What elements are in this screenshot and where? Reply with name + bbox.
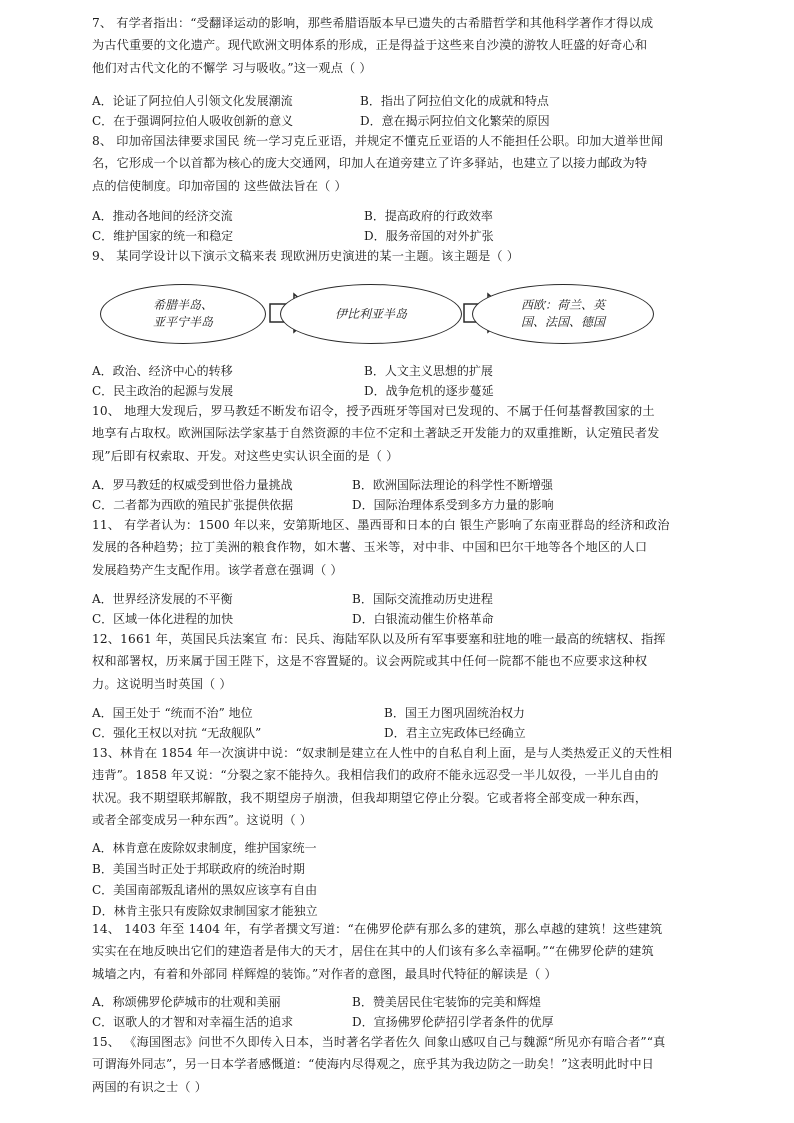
flow-box-line: 国、法国、德国 (520, 315, 605, 329)
q13-option-b: B．美国当时正处于邦联政府的统治时期 (92, 862, 305, 876)
q12-option-c: C．强化王权以对抗 “无敌舰队” (92, 726, 262, 740)
stem-line: 11、 有学者认为：1500 年以来，安第斯地区、墨西哥和日本的白 银生产影响了东南亚群岛的经济和政治 (92, 518, 670, 532)
q14-option-d: D．宣扬佛罗伦萨招引学者条件的优厚 (352, 1015, 554, 1029)
q8-option-c: C．维护国家的统一和稳定 (92, 229, 234, 243)
q11-option-d: D．白银流动催生价格革命 (352, 612, 494, 626)
q10-option-d: D．国际治理体系受到多方力量的影响 (352, 498, 554, 512)
q11-option-c: C．区域一体化进程的加快 (92, 612, 234, 626)
stem-line: 7、 有学者指出：“受翻译运动的影响，那些希腊语版本早已遗失的古希腊哲学和其他科学著作才得以成 (92, 16, 654, 30)
q12-option-d: D．君主立宪政体已经确立 (384, 726, 526, 740)
q11-option-a: A．世界经济发展的不平衡 (92, 592, 233, 606)
flow-box-line: 西欧：荷兰、英 (520, 298, 605, 312)
stem-line: 或者全部变成另一种东西”。这说明（ ） (92, 813, 313, 828)
stem-line: 发展的各种趋势；拉丁美洲的粮食作物，如木薯、玉米等，对中非、中国和巴尔干地等各个地区的人口 (92, 540, 648, 555)
stem-line: 10、 地理大发现后，罗马教廷不断发布诏令，授予西班牙等国对已发现的、不属于任何基督教国家的土 (92, 404, 655, 418)
flow-box-line: 亚平宁半岛 (152, 315, 213, 329)
q12-option-b: B．国王力图巩固统治权力 (384, 706, 525, 720)
stem-line: 发展趋势产生支配作用。该学者意在强调（ ） (92, 562, 343, 577)
stem-line: 可谓海外同志”，另一日本学者感慨道：“使海内尽得观之，庶乎其为我边防之一助矣！”这表明此时中日 (92, 1057, 654, 1072)
q7-option-d: D．意在揭示阿拉伯文化繁荣的原因 (360, 114, 550, 128)
q9-option-a: A．政治、经济中心的转移 (92, 364, 233, 378)
question-13-stem (92, 742, 704, 832)
question-9-stem (92, 245, 704, 267)
stem-line: 两国的有识之士（ ） (92, 1079, 208, 1094)
stem-line: 13、林肯在 1854 年一次演讲中说：“奴隶制是建立在人性中的自私自利上面，是与人类热爱正义的天性相 (92, 746, 673, 760)
stem-line: 为古代重要的文化遗产。现代欧洲文明体系的形成，正是得益于这些来自沙漠的游牧人旺盛的好奇心和 (92, 38, 648, 53)
q8-option-a: A．推动各地间的经济交流 (92, 209, 233, 223)
q7-option-c: C．在于强调阿拉伯人吸收创新的意义 (92, 114, 294, 128)
stem-line: 违背”。1858 年又说：“分裂之家不能持久。我相信我们的政府不能永远忍受一半儿奴役，一半儿自由的 (92, 768, 659, 783)
stem-line: 14、 1403 年至 1404 年，有学者撰文写道：“在佛罗伦萨有那么多的建筑，那么卓越的建筑！这些建筑 (92, 922, 663, 936)
flow-box-iberia (280, 284, 462, 344)
q13-option-d: D．林肯主张只有废除奴隶制国家才能独立 (92, 904, 318, 918)
stem-line: 力。这说明当时英国（ ） (92, 676, 232, 691)
question-10-stem (92, 400, 704, 467)
q14-option-a: A．称颂佛罗伦萨城市的壮观和美丽 (92, 995, 281, 1009)
stem-line: 15、 《海国图志》问世不久即传入日本，当时著名学者佐久 间象山感叹自己与魏源“所见亦有暗合者”“真 (92, 1035, 666, 1049)
q7-option-a: A．论证了阿拉伯人引领文化发展潮流 (92, 94, 293, 108)
q11-option-b: B．国际交流推动历史进程 (352, 592, 493, 606)
question-8-stem (92, 130, 704, 197)
stem-line: 8、 印加帝国法律要求国民 统一学习克丘亚语，并规定不懂克丘亚语的人不能担任公职。印加大道举世闻 (92, 134, 664, 148)
stem-line: 9、 某同学设计以下演示文稿来表 现欧洲历史演进的某一主题。该主题是（ ） (92, 249, 520, 263)
stem-line: 现”后即有权索取、开发。对这些史实认识全面的是（ ） (92, 448, 399, 463)
question-11-stem (92, 514, 704, 581)
flow-diagram (100, 282, 700, 346)
stem-line: 权和部署权，历来属于国王陛下，这是不容置疑的。议会两院或其中任何一院都不能也不应要求这种权 (92, 654, 648, 669)
q14-option-b: B．赞美居民住宅装饰的完美和辉煌 (352, 995, 541, 1009)
q7-option-b: B．指出了阿拉伯文化的成就和特点 (360, 94, 549, 108)
q9-option-b: B．人文主义思想的扩展 (364, 364, 493, 378)
question-14-stem (92, 918, 704, 985)
q10-option-c: C．二者都为西欧的殖民扩张提供依据 (92, 498, 294, 512)
stem-line: 12、1661 年，英国民兵法案宣 布：民兵、海陆军队以及所有军事要塞和驻地的唯一最高的统辖权、指挥 (92, 632, 666, 646)
stem-line: 城墙之内，有着和外部同 样辉煌的装饰。”对作者的意图，最具时代特征的解读是（ ） (92, 966, 557, 981)
q9-option-d: D．战争危机的逐步蔓延 (364, 384, 494, 398)
flow-box-line: 伊比利亚半岛 (334, 306, 407, 321)
q9-option-c: C．民主政治的起源与发展 (92, 384, 234, 398)
q10-option-a: A．罗马教廷的权威受到世俗力量挑战 (92, 478, 293, 492)
q14-option-c: C．讴歌人的才智和对幸福生活的追求 (92, 1015, 294, 1029)
q10-option-b: B．欧洲国际法理论的科学性不断增强 (352, 478, 553, 492)
q8-option-d: D．服务帝国的对外扩张 (364, 229, 494, 243)
q12-option-a: A．国王处于 “统而不治” 地位 (92, 706, 253, 720)
flow-box-line: 希腊半岛、 (152, 298, 213, 312)
question-15-stem (92, 1031, 704, 1098)
q8-option-b: B．提高政府的行政效率 (364, 209, 493, 223)
question-7-stem (92, 12, 704, 79)
stem-line: 实实在在地反映出它们的建造者是伟大的天才，居住在其中的人们该有多么幸福啊。”“在佛罗伦萨的建筑 (92, 944, 654, 959)
stem-line: 状况。我不期望联邦解散，我不期望房子崩溃，但我却期望它停止分裂。它或者将全部变成一种东西， (92, 790, 648, 805)
stem-line: 地享有占取权。欧洲国际法学家基于自然资源的丰位不定和土著缺乏开发能力的双重推断，认定殖民者发 (92, 426, 660, 441)
flow-box-western-europe (472, 284, 654, 344)
stem-line: 他们对古代文化的不懈学 习与吸收。”这一观点（ ） (92, 60, 372, 75)
q13-option-a: A．林肯意在废除奴隶制度，维护国家统一 (92, 841, 317, 855)
stem-line: 名，它形成一个以首都为核心的庞大交通网，印加人在道旁建立了许多驿站，也建立了以接力邮政为特 (92, 156, 648, 171)
stem-line: 点的信使制度。印加帝国的 这些做法旨在（ ） (92, 178, 347, 193)
flow-box-greece-italy (100, 284, 266, 344)
question-12-stem (92, 628, 704, 695)
q13-option-c: C．美国南部叛乱诸州的黑奴应该享有自由 (92, 883, 318, 897)
